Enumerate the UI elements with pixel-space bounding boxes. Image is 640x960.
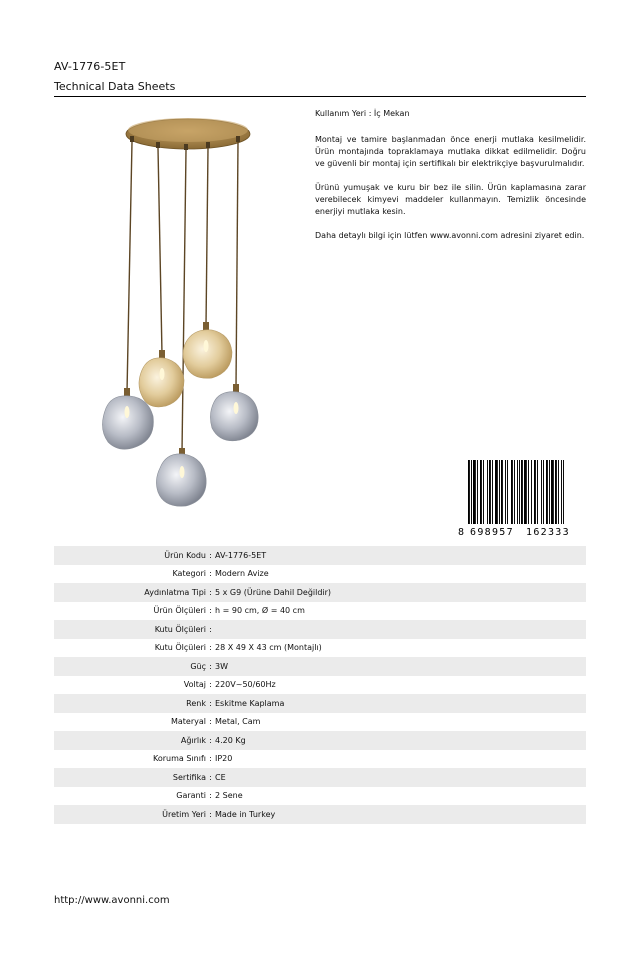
barcode [456, 458, 586, 538]
spec-value: 5 x G9 (Ürüne Dahil Değildir) [215, 587, 332, 597]
spec-separator: : [209, 661, 212, 671]
spec-table [54, 546, 586, 824]
spec-label: Koruma Sınıfı [153, 754, 206, 764]
spec-value: 28 X 49 X 43 cm (Montajlı) [215, 643, 322, 653]
spec-label: Ürün Kodu [164, 550, 206, 560]
spec-label: Renk [186, 698, 206, 708]
barcode-digits-right: 162333 [526, 527, 570, 538]
spec-row [54, 565, 586, 584]
care-instructions: Ürünü yumuşak ve kuru bir bez ile silin. Ürün kaplamasına zarar verebilecek kimyevi maddeler kullanmayın. Temizlik öncesinde enerjiyi mutlaka kesin. [315, 183, 586, 216]
spec-row [54, 750, 586, 769]
spec-row [54, 583, 586, 602]
spec-label: Ürün Ölçüleri [153, 606, 206, 616]
spec-separator: : [209, 569, 212, 579]
header-divider [54, 96, 586, 97]
spec-value: Made in Turkey [215, 809, 276, 819]
spec-label: Üretim Yeri [162, 809, 206, 819]
website-note: Daha detaylı bilgi için lütfen www.avonni.com adresini ziyaret edin. [315, 231, 585, 240]
spec-separator: : [209, 680, 212, 690]
spec-label: Güç [190, 661, 206, 671]
product-code-heading: AV-1776-5ET [54, 60, 126, 73]
barcode-digits-left: 698957 [470, 527, 514, 538]
spec-row [54, 602, 586, 621]
spec-label: Ağırlık [180, 735, 206, 745]
spec-value: h = 90 cm, Ø = 40 cm [215, 606, 305, 616]
spec-separator: : [209, 606, 212, 616]
safety-instructions: Montaj ve tamire başlanmadan önce enerji mutlaka kesilmelidir. Ürün montajında topraklamaya mutlaka dikkat edilmelidir. Doğru ve güvenli bir montaj için sertifikalı bir elektrikçiye başvurulmalıdır. [315, 135, 586, 168]
spec-separator: : [209, 698, 212, 708]
spec-row [54, 694, 586, 713]
spec-row [54, 805, 586, 824]
spec-value: Modern Avize [215, 569, 269, 579]
spec-separator: : [209, 643, 212, 653]
spec-row [54, 787, 586, 806]
spec-separator: : [209, 735, 212, 745]
usage-location: Kullanım Yeri : İç Mekan [315, 109, 410, 118]
spec-value: CE [215, 772, 226, 782]
spec-value: Metal, Cam [215, 717, 261, 727]
spec-value: 3W [215, 661, 228, 671]
spec-row [54, 713, 586, 732]
spec-value: Eskitme Kaplama [215, 698, 285, 708]
spec-label: Sertifika [172, 772, 206, 782]
spec-separator: : [209, 624, 212, 634]
spec-label: Kutu Ölçüleri [154, 643, 206, 653]
spec-value: 4.20 Kg [215, 735, 246, 745]
spec-separator: : [209, 791, 212, 801]
spec-row [54, 676, 586, 695]
spec-label: Materyal [170, 717, 206, 727]
spec-value: AV-1776-5ET [215, 550, 267, 560]
spec-row [54, 768, 586, 787]
spec-separator: : [209, 717, 212, 727]
barcode-digit-lead: 8 [458, 527, 465, 538]
spec-value: 2 Sene [215, 791, 243, 801]
spec-label: Kutu Ölçüleri [154, 624, 206, 634]
spec-row [54, 657, 586, 676]
spec-label: Voltaj [183, 680, 206, 690]
spec-value: IP20 [215, 754, 233, 764]
spec-value: 220V~50/60Hz [215, 680, 276, 690]
footer-website-link[interactable]: http://www.avonni.com [54, 895, 170, 906]
spec-row [54, 620, 586, 639]
spec-separator: : [209, 550, 212, 560]
spec-separator: : [209, 772, 212, 782]
spec-separator: : [209, 754, 212, 764]
usage-info [315, 108, 586, 254]
spec-separator: : [209, 587, 212, 597]
spec-label: Kategori [172, 569, 206, 579]
spec-separator: : [209, 809, 212, 819]
document-subtitle: Technical Data Sheets [54, 80, 176, 93]
product-image [90, 108, 280, 518]
spec-label: Garanti [176, 791, 206, 801]
spec-row [54, 546, 586, 565]
spec-row [54, 731, 586, 750]
spec-row [54, 639, 586, 658]
spec-label: Aydınlatma Tipi [144, 587, 206, 597]
